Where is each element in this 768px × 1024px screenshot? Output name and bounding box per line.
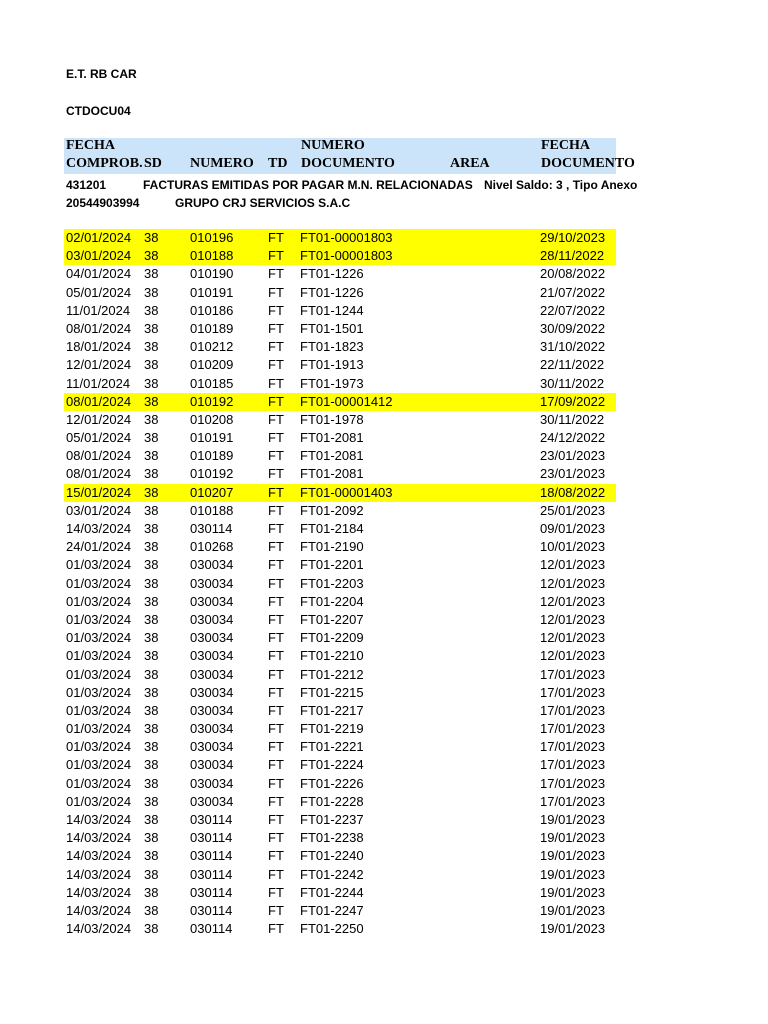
cell-numero: 010190	[190, 266, 234, 282]
cell-sd: 38	[144, 466, 159, 482]
cell-numero-documento: FT01-2217	[300, 702, 364, 718]
cell-fecha-comprob: 03/01/2024	[66, 502, 132, 518]
cell-numero: 030034	[190, 593, 234, 609]
cell-fecha-documento: 21/07/2022	[540, 284, 606, 300]
cell-sd: 38	[144, 666, 159, 682]
cell-td: FT	[268, 775, 284, 791]
cell-numero-documento: FT01-2224	[300, 757, 364, 773]
cell-fecha-documento: 22/07/2022	[540, 302, 606, 318]
cell-td: FT	[268, 320, 284, 336]
table-row	[0, 829, 768, 847]
cell-numero-documento: FT01-2244	[300, 884, 364, 900]
cell-fecha-documento: 17/01/2023	[540, 702, 606, 718]
cell-sd: 38	[144, 302, 159, 318]
cell-fecha-documento: 19/01/2023	[540, 884, 606, 900]
cell-numero-documento: FT01-00001412	[300, 393, 393, 409]
cell-fecha-documento: 17/01/2023	[540, 666, 606, 682]
cell-td: FT	[268, 539, 284, 555]
cell-numero: 010209	[190, 357, 234, 373]
cell-fecha-documento: 20/08/2022	[540, 266, 606, 282]
cell-numero: 030034	[190, 757, 234, 773]
cell-sd: 38	[144, 575, 159, 591]
cell-fecha-comprob: 01/03/2024	[66, 630, 132, 646]
cell-fecha-documento: 17/09/2022	[540, 393, 606, 409]
cell-fecha-comprob: 14/03/2024	[66, 902, 132, 918]
cell-fecha-comprob: 05/01/2024	[66, 284, 132, 300]
table-row-highlighted	[0, 247, 768, 265]
cell-sd: 38	[144, 502, 159, 518]
cell-numero-documento: FT01-1913	[300, 357, 364, 373]
cell-fecha-documento: 12/01/2023	[540, 557, 606, 573]
table-row	[0, 429, 768, 447]
cell-td: FT	[268, 902, 284, 918]
table-row	[0, 647, 768, 665]
cell-numero-documento: FT01-2081	[300, 430, 364, 446]
cell-fecha-comprob: 01/03/2024	[66, 757, 132, 773]
cell-numero-documento: FT01-2240	[300, 848, 364, 864]
cell-numero-documento: FT01-1501	[300, 320, 364, 336]
cell-numero-documento: FT01-2210	[300, 648, 364, 664]
cell-numero-documento: FT01-2215	[300, 684, 364, 700]
cell-sd: 38	[144, 411, 159, 427]
cell-td: FT	[268, 684, 284, 700]
cell-numero: 030034	[190, 557, 234, 573]
table-row	[0, 556, 768, 574]
cell-sd: 38	[144, 284, 159, 300]
cell-fecha-documento: 19/01/2023	[540, 921, 606, 937]
col-numero-documento-line1: NUMERO	[301, 138, 365, 153]
col-numero-documento-line2: DOCUMENTO	[301, 156, 395, 171]
annex-name: GRUPO CRJ SERVICIOS S.A.C	[175, 196, 351, 210]
cell-fecha-documento: 19/01/2023	[540, 830, 606, 846]
cell-fecha-comprob: 08/01/2024	[66, 393, 132, 409]
cell-numero: 030034	[190, 575, 234, 591]
data-rows	[0, 229, 768, 938]
cell-fecha-documento: 17/01/2023	[540, 757, 606, 773]
cell-sd: 38	[144, 739, 159, 755]
cell-sd: 38	[144, 430, 159, 446]
table-row	[0, 920, 768, 938]
table-row	[0, 320, 768, 338]
account-description: FACTURAS EMITIDAS POR PAGAR M.N. RELACIONADAS	[143, 178, 473, 192]
cell-fecha-comprob: 12/01/2024	[66, 411, 132, 427]
cell-fecha-documento: 24/12/2022	[540, 430, 606, 446]
cell-numero: 010189	[190, 320, 234, 336]
table-row-highlighted	[0, 229, 768, 247]
cell-td: FT	[268, 484, 284, 500]
cell-fecha-comprob: 01/03/2024	[66, 557, 132, 573]
cell-sd: 38	[144, 539, 159, 555]
cell-numero-documento: FT01-2201	[300, 557, 364, 573]
cell-fecha-documento: 30/09/2022	[540, 320, 606, 336]
table-row	[0, 265, 768, 283]
cell-td: FT	[268, 848, 284, 864]
cell-numero-documento: FT01-1973	[300, 375, 364, 391]
cell-fecha-comprob: 01/03/2024	[66, 775, 132, 791]
company-name: E.T. RB CAR	[66, 67, 137, 81]
cell-numero: 030034	[190, 630, 234, 646]
cell-numero: 010212	[190, 339, 234, 355]
cell-fecha-comprob: 14/03/2024	[66, 830, 132, 846]
cell-td: FT	[268, 248, 284, 264]
cell-fecha-documento: 10/01/2023	[540, 539, 606, 555]
cell-numero: 010188	[190, 502, 234, 518]
cell-sd: 38	[144, 721, 159, 737]
table-row	[0, 738, 768, 756]
table-row	[0, 684, 768, 702]
cell-numero: 030114	[190, 866, 233, 882]
cell-numero: 010188	[190, 248, 234, 264]
col-fecha-comprob-line2: COMPROB.	[66, 156, 143, 171]
cell-fecha-comprob: 01/03/2024	[66, 611, 132, 627]
table-row	[0, 538, 768, 556]
table-row	[0, 375, 768, 393]
cell-numero: 030114	[190, 830, 233, 846]
col-area: AREA	[450, 156, 490, 171]
cell-fecha-documento: 12/01/2023	[540, 630, 606, 646]
cell-fecha-comprob: 01/03/2024	[66, 739, 132, 755]
cell-sd: 38	[144, 448, 159, 464]
cell-sd: 38	[144, 266, 159, 282]
cell-fecha-documento: 19/01/2023	[540, 812, 606, 827]
cell-sd: 38	[144, 702, 159, 718]
cell-td: FT	[268, 557, 284, 573]
cell-numero: 030034	[190, 775, 234, 791]
cell-numero: 010192	[190, 393, 234, 409]
cell-fecha-documento: 17/01/2023	[540, 793, 606, 809]
cell-fecha-comprob: 24/01/2024	[66, 539, 132, 555]
table-row	[0, 884, 768, 902]
cell-sd: 38	[144, 339, 159, 355]
cell-numero: 010191	[190, 284, 234, 300]
cell-td: FT	[268, 593, 284, 609]
cell-numero-documento: FT01-2226	[300, 775, 364, 791]
cell-fecha-documento: 19/01/2023	[540, 848, 606, 864]
cell-sd: 38	[144, 866, 159, 882]
cell-numero-documento: FT01-2092	[300, 502, 364, 518]
cell-numero: 030114	[190, 902, 233, 918]
cell-td: FT	[268, 866, 284, 882]
cell-numero: 030034	[190, 648, 234, 664]
cell-td: FT	[268, 830, 284, 846]
cell-td: FT	[268, 302, 284, 318]
cell-numero: 010192	[190, 466, 234, 482]
cell-numero-documento: FT01-1226	[300, 266, 364, 282]
cell-td: FT	[268, 411, 284, 427]
cell-fecha-comprob: 12/01/2024	[66, 357, 132, 373]
col-fecha-documento-line2: DOCUMENTO	[541, 156, 635, 171]
cell-numero-documento: FT01-2204	[300, 593, 364, 609]
cell-sd: 38	[144, 848, 159, 864]
table-row	[0, 502, 768, 520]
cell-td: FT	[268, 648, 284, 664]
report-code: CTDOCU04	[66, 104, 131, 118]
cell-sd: 38	[144, 630, 159, 646]
cell-sd: 38	[144, 393, 159, 409]
table-row	[0, 847, 768, 865]
cell-numero: 010185	[190, 375, 234, 391]
cell-td: FT	[268, 757, 284, 773]
cell-td: FT	[268, 357, 284, 373]
cell-fecha-comprob: 01/03/2024	[66, 575, 132, 591]
cell-numero-documento: FT01-00001403	[300, 484, 393, 500]
cell-numero-documento: FT01-2219	[300, 721, 364, 737]
cell-td: FT	[268, 448, 284, 464]
cell-numero-documento: FT01-2081	[300, 448, 364, 464]
cell-fecha-documento: 12/01/2023	[540, 648, 606, 664]
cell-sd: 38	[144, 230, 159, 245]
cell-numero-documento: FT01-2242	[300, 866, 364, 882]
cell-numero-documento: FT01-2207	[300, 611, 364, 627]
cell-fecha-comprob: 08/01/2024	[66, 448, 132, 464]
cell-sd: 38	[144, 902, 159, 918]
table-row	[0, 902, 768, 920]
table-row	[0, 465, 768, 483]
cell-fecha-documento: 25/01/2023	[540, 502, 606, 518]
table-row	[0, 593, 768, 611]
cell-td: FT	[268, 521, 284, 536]
cell-sd: 38	[144, 684, 159, 700]
cell-fecha-comprob: 08/01/2024	[66, 466, 132, 482]
cell-fecha-comprob: 01/03/2024	[66, 648, 132, 664]
cell-numero: 030034	[190, 684, 234, 700]
cell-td: FT	[268, 630, 284, 646]
cell-numero-documento: FT01-2203	[300, 575, 364, 591]
cell-td: FT	[268, 466, 284, 482]
cell-fecha-documento: 12/01/2023	[540, 575, 606, 591]
cell-numero-documento: FT01-2238	[300, 830, 364, 846]
cell-numero: 030034	[190, 721, 234, 737]
cell-numero-documento: FT01-2190	[300, 539, 364, 555]
cell-numero-documento: FT01-2237	[300, 812, 364, 827]
cell-sd: 38	[144, 521, 159, 536]
cell-sd: 38	[144, 775, 159, 791]
cell-fecha-documento: 23/01/2023	[540, 448, 606, 464]
cell-numero: 010268	[190, 539, 234, 555]
table-row	[0, 611, 768, 629]
cell-numero: 030034	[190, 611, 234, 627]
cell-fecha-comprob: 14/03/2024	[66, 812, 132, 827]
cell-fecha-documento: 22/11/2022	[540, 357, 605, 373]
table-row	[0, 575, 768, 593]
cell-numero: 010196	[190, 230, 234, 245]
cell-numero-documento: FT01-1244	[300, 302, 364, 318]
cell-sd: 38	[144, 757, 159, 773]
cell-fecha-comprob: 11/01/2024	[66, 375, 131, 391]
cell-td: FT	[268, 702, 284, 718]
cell-numero: 030114	[190, 521, 233, 536]
cell-numero: 030034	[190, 793, 234, 809]
cell-numero: 030114	[190, 848, 233, 864]
table-row	[0, 520, 768, 538]
cell-sd: 38	[144, 557, 159, 573]
cell-td: FT	[268, 812, 284, 827]
cell-td: FT	[268, 921, 284, 937]
cell-numero: 030114	[190, 921, 233, 937]
cell-fecha-documento: 31/10/2022	[540, 339, 606, 355]
cell-td: FT	[268, 502, 284, 518]
table-row	[0, 811, 768, 829]
cell-numero: 010189	[190, 448, 234, 464]
cell-td: FT	[268, 611, 284, 627]
cell-td: FT	[268, 739, 284, 755]
cell-fecha-documento: 09/01/2023	[540, 521, 606, 536]
col-td: TD	[268, 156, 288, 171]
annex-ruc: 20544903994	[66, 196, 140, 210]
cell-fecha-comprob: 11/01/2024	[66, 302, 131, 318]
table-row	[0, 702, 768, 720]
table-row-highlighted	[0, 484, 768, 502]
table-row	[0, 629, 768, 647]
cell-fecha-documento: 17/01/2023	[540, 775, 606, 791]
table-row-highlighted	[0, 393, 768, 411]
cell-fecha-comprob: 14/03/2024	[66, 521, 132, 536]
cell-sd: 38	[144, 812, 159, 827]
cell-sd: 38	[144, 793, 159, 809]
cell-fecha-documento: 19/01/2023	[540, 902, 606, 918]
cell-numero-documento: FT01-2184	[300, 521, 364, 536]
cell-fecha-comprob: 01/03/2024	[66, 593, 132, 609]
table-row	[0, 356, 768, 374]
cell-fecha-documento: 29/10/2023	[540, 230, 606, 245]
cell-numero-documento: FT01-1226	[300, 284, 364, 300]
cell-fecha-comprob: 01/03/2024	[66, 702, 132, 718]
cell-fecha-comprob: 03/01/2024	[66, 248, 132, 264]
cell-td: FT	[268, 284, 284, 300]
cell-numero-documento: FT01-2228	[300, 793, 364, 809]
cell-td: FT	[268, 266, 284, 282]
col-fecha-documento-line1: FECHA	[541, 138, 590, 153]
cell-sd: 38	[144, 830, 159, 846]
cell-sd: 38	[144, 648, 159, 664]
cell-sd: 38	[144, 248, 159, 264]
cell-fecha-comprob: 01/03/2024	[66, 666, 132, 682]
cell-sd: 38	[144, 320, 159, 336]
cell-fecha-comprob: 08/01/2024	[66, 320, 132, 336]
cell-sd: 38	[144, 884, 159, 900]
cell-numero-documento: FT01-00001803	[300, 248, 393, 264]
cell-sd: 38	[144, 611, 159, 627]
col-fecha-comprob-line1: FECHA	[66, 138, 115, 153]
account-code: 431201	[66, 178, 107, 192]
cell-fecha-documento: 23/01/2023	[540, 466, 606, 482]
cell-sd: 38	[144, 921, 159, 937]
table-row	[0, 720, 768, 738]
cell-numero-documento: FT01-2250	[300, 921, 364, 937]
cell-fecha-documento: 17/01/2023	[540, 684, 606, 700]
cell-numero-documento: FT01-00001803	[300, 230, 393, 245]
cell-td: FT	[268, 721, 284, 737]
table-row	[0, 775, 768, 793]
table-row	[0, 284, 768, 302]
cell-fecha-comprob: 18/01/2024	[66, 339, 132, 355]
table-row	[0, 302, 768, 320]
cell-numero-documento: FT01-2221	[300, 739, 364, 755]
cell-fecha-comprob: 01/03/2024	[66, 721, 132, 737]
cell-fecha-documento: 30/11/2022	[540, 375, 605, 391]
cell-td: FT	[268, 375, 284, 391]
cell-fecha-documento: 17/01/2023	[540, 721, 606, 737]
table-row	[0, 793, 768, 811]
cell-numero: 030114	[190, 884, 233, 900]
cell-fecha-comprob: 14/03/2024	[66, 848, 132, 864]
cell-fecha-documento: 12/01/2023	[540, 593, 606, 609]
cell-fecha-comprob: 04/01/2024	[66, 266, 132, 282]
cell-fecha-documento: 28/11/2022	[540, 248, 605, 264]
cell-fecha-comprob: 05/01/2024	[66, 430, 132, 446]
cell-numero-documento: FT01-2081	[300, 466, 364, 482]
cell-td: FT	[268, 393, 284, 409]
col-numero: NUMERO	[190, 156, 254, 171]
cell-sd: 38	[144, 593, 159, 609]
cell-numero-documento: FT01-2212	[300, 666, 364, 682]
cell-td: FT	[268, 793, 284, 809]
cell-fecha-documento: 18/08/2022	[540, 484, 606, 500]
cell-fecha-documento: 30/11/2022	[540, 411, 605, 427]
cell-fecha-comprob: 02/01/2024	[66, 230, 132, 245]
col-sd: SD	[144, 156, 162, 171]
cell-fecha-comprob: 14/03/2024	[66, 866, 132, 882]
cell-td: FT	[268, 430, 284, 446]
cell-fecha-documento: 12/01/2023	[540, 611, 606, 627]
column-header-band	[64, 138, 635, 174]
cell-td: FT	[268, 339, 284, 355]
cell-numero-documento: FT01-1978	[300, 411, 364, 427]
cell-sd: 38	[144, 357, 159, 373]
cell-sd: 38	[144, 484, 159, 500]
cell-numero: 010208	[190, 411, 234, 427]
cell-numero: 010191	[190, 430, 234, 446]
table-row	[0, 411, 768, 429]
cell-td: FT	[268, 230, 284, 245]
cell-td: FT	[268, 884, 284, 900]
cell-fecha-comprob: 14/03/2024	[66, 884, 132, 900]
cell-fecha-documento: 17/01/2023	[540, 739, 606, 755]
cell-numero: 030034	[190, 666, 234, 682]
cell-numero: 030034	[190, 702, 234, 718]
table-row	[0, 756, 768, 774]
cell-fecha-documento: 19/01/2023	[540, 866, 606, 882]
cell-numero-documento: FT01-2247	[300, 902, 364, 918]
cell-fecha-comprob: 15/01/2024	[66, 484, 132, 500]
cell-td: FT	[268, 666, 284, 682]
cell-sd: 38	[144, 375, 159, 391]
table-row	[0, 447, 768, 465]
table-row	[0, 866, 768, 884]
cell-fecha-comprob: 01/03/2024	[66, 793, 132, 809]
cell-fecha-comprob: 01/03/2024	[66, 684, 132, 700]
cell-numero-documento: FT01-2209	[300, 630, 364, 646]
cell-numero: 010207	[190, 484, 234, 500]
cell-numero: 030034	[190, 739, 234, 755]
cell-fecha-comprob: 14/03/2024	[66, 921, 132, 937]
cell-numero-documento: FT01-1823	[300, 339, 364, 355]
cell-td: FT	[268, 575, 284, 591]
cell-numero: 030114	[190, 812, 233, 827]
table-row	[0, 666, 768, 684]
table-row	[0, 338, 768, 356]
account-level: Nivel Saldo: 3 , Tipo Anexo	[484, 178, 638, 192]
cell-numero: 010186	[190, 302, 234, 318]
